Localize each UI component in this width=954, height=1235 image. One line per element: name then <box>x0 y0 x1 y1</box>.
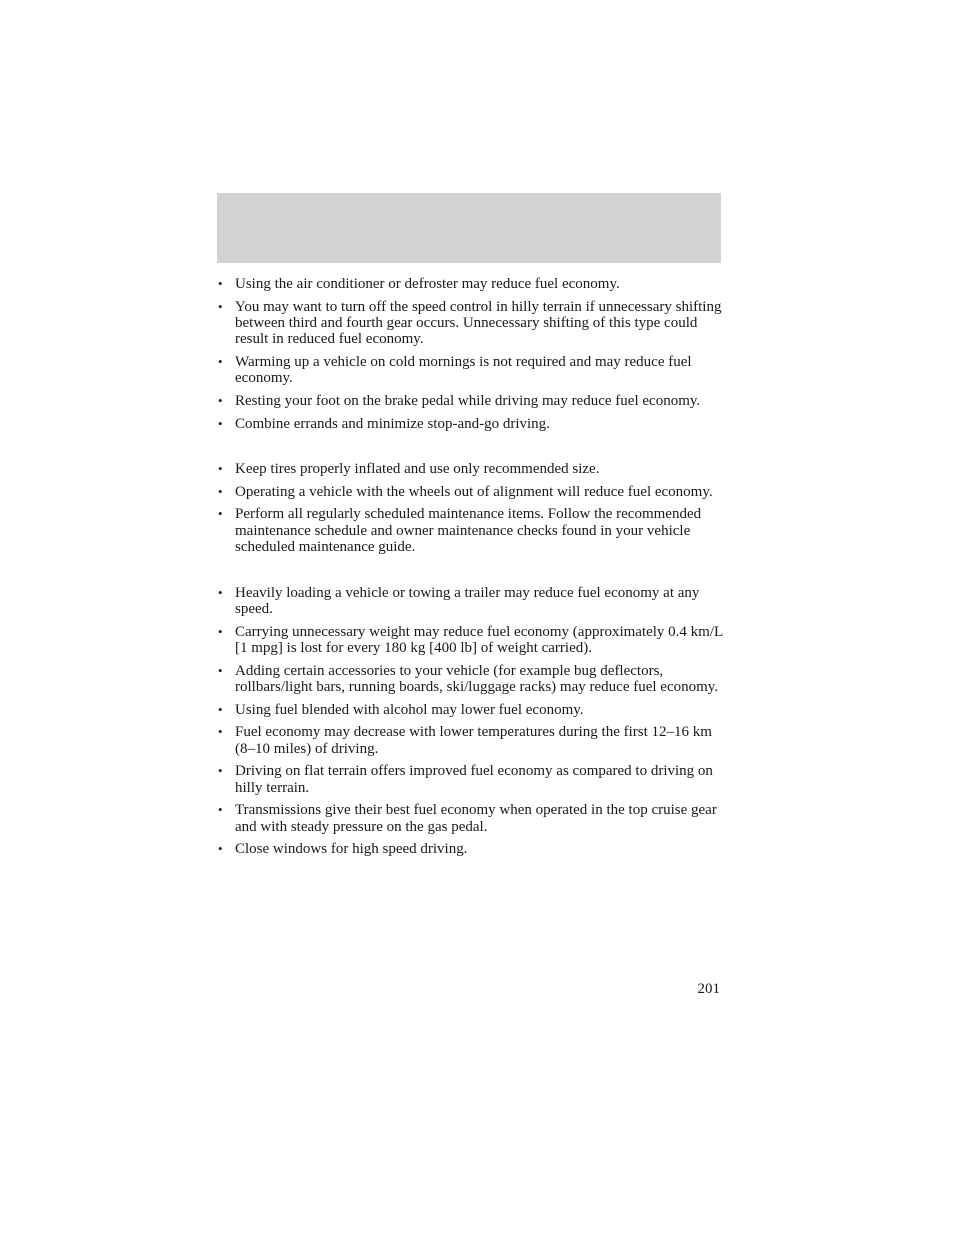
list-item-text: Carrying unnecessary weight may reduce fuel economy (approximately 0.4 km/L [1 mpg] is lost for every 180 kg [400 lb] of weight carried). <box>235 623 723 657</box>
list-item-text: Operating a vehicle with the wheels out of alignment will reduce fuel economy. <box>235 483 713 500</box>
bullet-icon: • <box>218 623 223 639</box>
bullet-icon: • <box>218 763 223 779</box>
list-item <box>217 484 725 500</box>
bullet-icon: • <box>218 724 223 740</box>
list-item <box>217 506 725 555</box>
list-item <box>217 763 725 796</box>
list-item <box>217 393 725 409</box>
list-item-text: Transmissions give their best fuel economy when operated in the top cruise gear and with steady pressure on the gas pedal. <box>235 802 717 835</box>
list-item-text: Adding certain accessories to your vehicle (for example bug deflectors, rollbars/light bars, running boards, ski/luggage racks) may reduce fuel economy. <box>235 662 719 696</box>
list-item-text: You may want to turn off the speed control in hilly terrain if unnecessary shifting between third and fourth gear occurs. Unnecessary shifting of this type could result in reduced fuel economy. <box>235 298 722 348</box>
list-item <box>217 416 725 432</box>
list-item-text: Perform all regularly scheduled maintenance items. Follow the recommended maintenance schedule and owner maintenance checks found in your vehicle scheduled maintenance guide. <box>235 506 702 556</box>
page-number: 201 <box>697 981 720 997</box>
list-item-text: Resting your foot on the brake pedal while driving may reduce fuel economy. <box>235 393 701 409</box>
list-item <box>217 299 725 348</box>
bullet-icon: • <box>218 662 223 678</box>
list-item <box>217 624 725 657</box>
bullet-icon: • <box>218 393 223 408</box>
bullet-icon: • <box>218 802 223 818</box>
bullet-icon: • <box>218 298 223 314</box>
list-item <box>217 585 725 618</box>
list-item <box>217 276 725 292</box>
page-content <box>217 276 725 864</box>
bullet-list-maintenance <box>217 461 725 555</box>
bullet-icon: • <box>218 506 223 522</box>
list-item-text: Using fuel blended with alcohol may lower fuel economy. <box>235 701 584 718</box>
list-item-text: Close windows for high speed driving. <box>235 841 468 858</box>
list-item <box>217 724 725 757</box>
bullet-list-conditions <box>217 585 725 858</box>
list-item-text: Keep tires properly inflated and use only recommended size. <box>235 461 600 478</box>
bullet-icon: • <box>218 483 223 499</box>
list-item-text: Combine errands and minimize stop-and-go driving. <box>235 415 550 432</box>
list-item <box>217 663 725 696</box>
list-item-text: Using the air conditioner or defroster may reduce fuel economy. <box>235 276 620 292</box>
list-item-text: Heavily loading a vehicle or towing a trailer may reduce fuel economy at any speed. <box>235 584 700 618</box>
list-item-text: Fuel economy may decrease with lower temperatures during the first 12–16 km (8–10 miles) of driving. <box>235 724 712 757</box>
bullet-icon: • <box>218 461 223 477</box>
bullet-icon: • <box>218 354 223 369</box>
bullet-icon: • <box>218 415 223 431</box>
list-item <box>217 702 725 718</box>
section-header-band <box>217 193 721 263</box>
list-item <box>217 461 725 477</box>
bullet-icon: • <box>218 276 223 291</box>
list-item <box>217 841 725 857</box>
bullet-icon: • <box>218 584 223 600</box>
list-item <box>217 354 725 387</box>
list-item-text: Driving on flat terrain offers improved fuel economy as compared to driving on hilly terrain. <box>235 763 713 796</box>
bullet-icon: • <box>218 701 223 717</box>
list-item-text: Warming up a vehicle on cold mornings is not required and may reduce fuel economy. <box>235 354 692 387</box>
bullet-list-driving-habits <box>217 276 725 432</box>
bullet-icon: • <box>218 841 223 857</box>
list-item <box>217 802 725 835</box>
